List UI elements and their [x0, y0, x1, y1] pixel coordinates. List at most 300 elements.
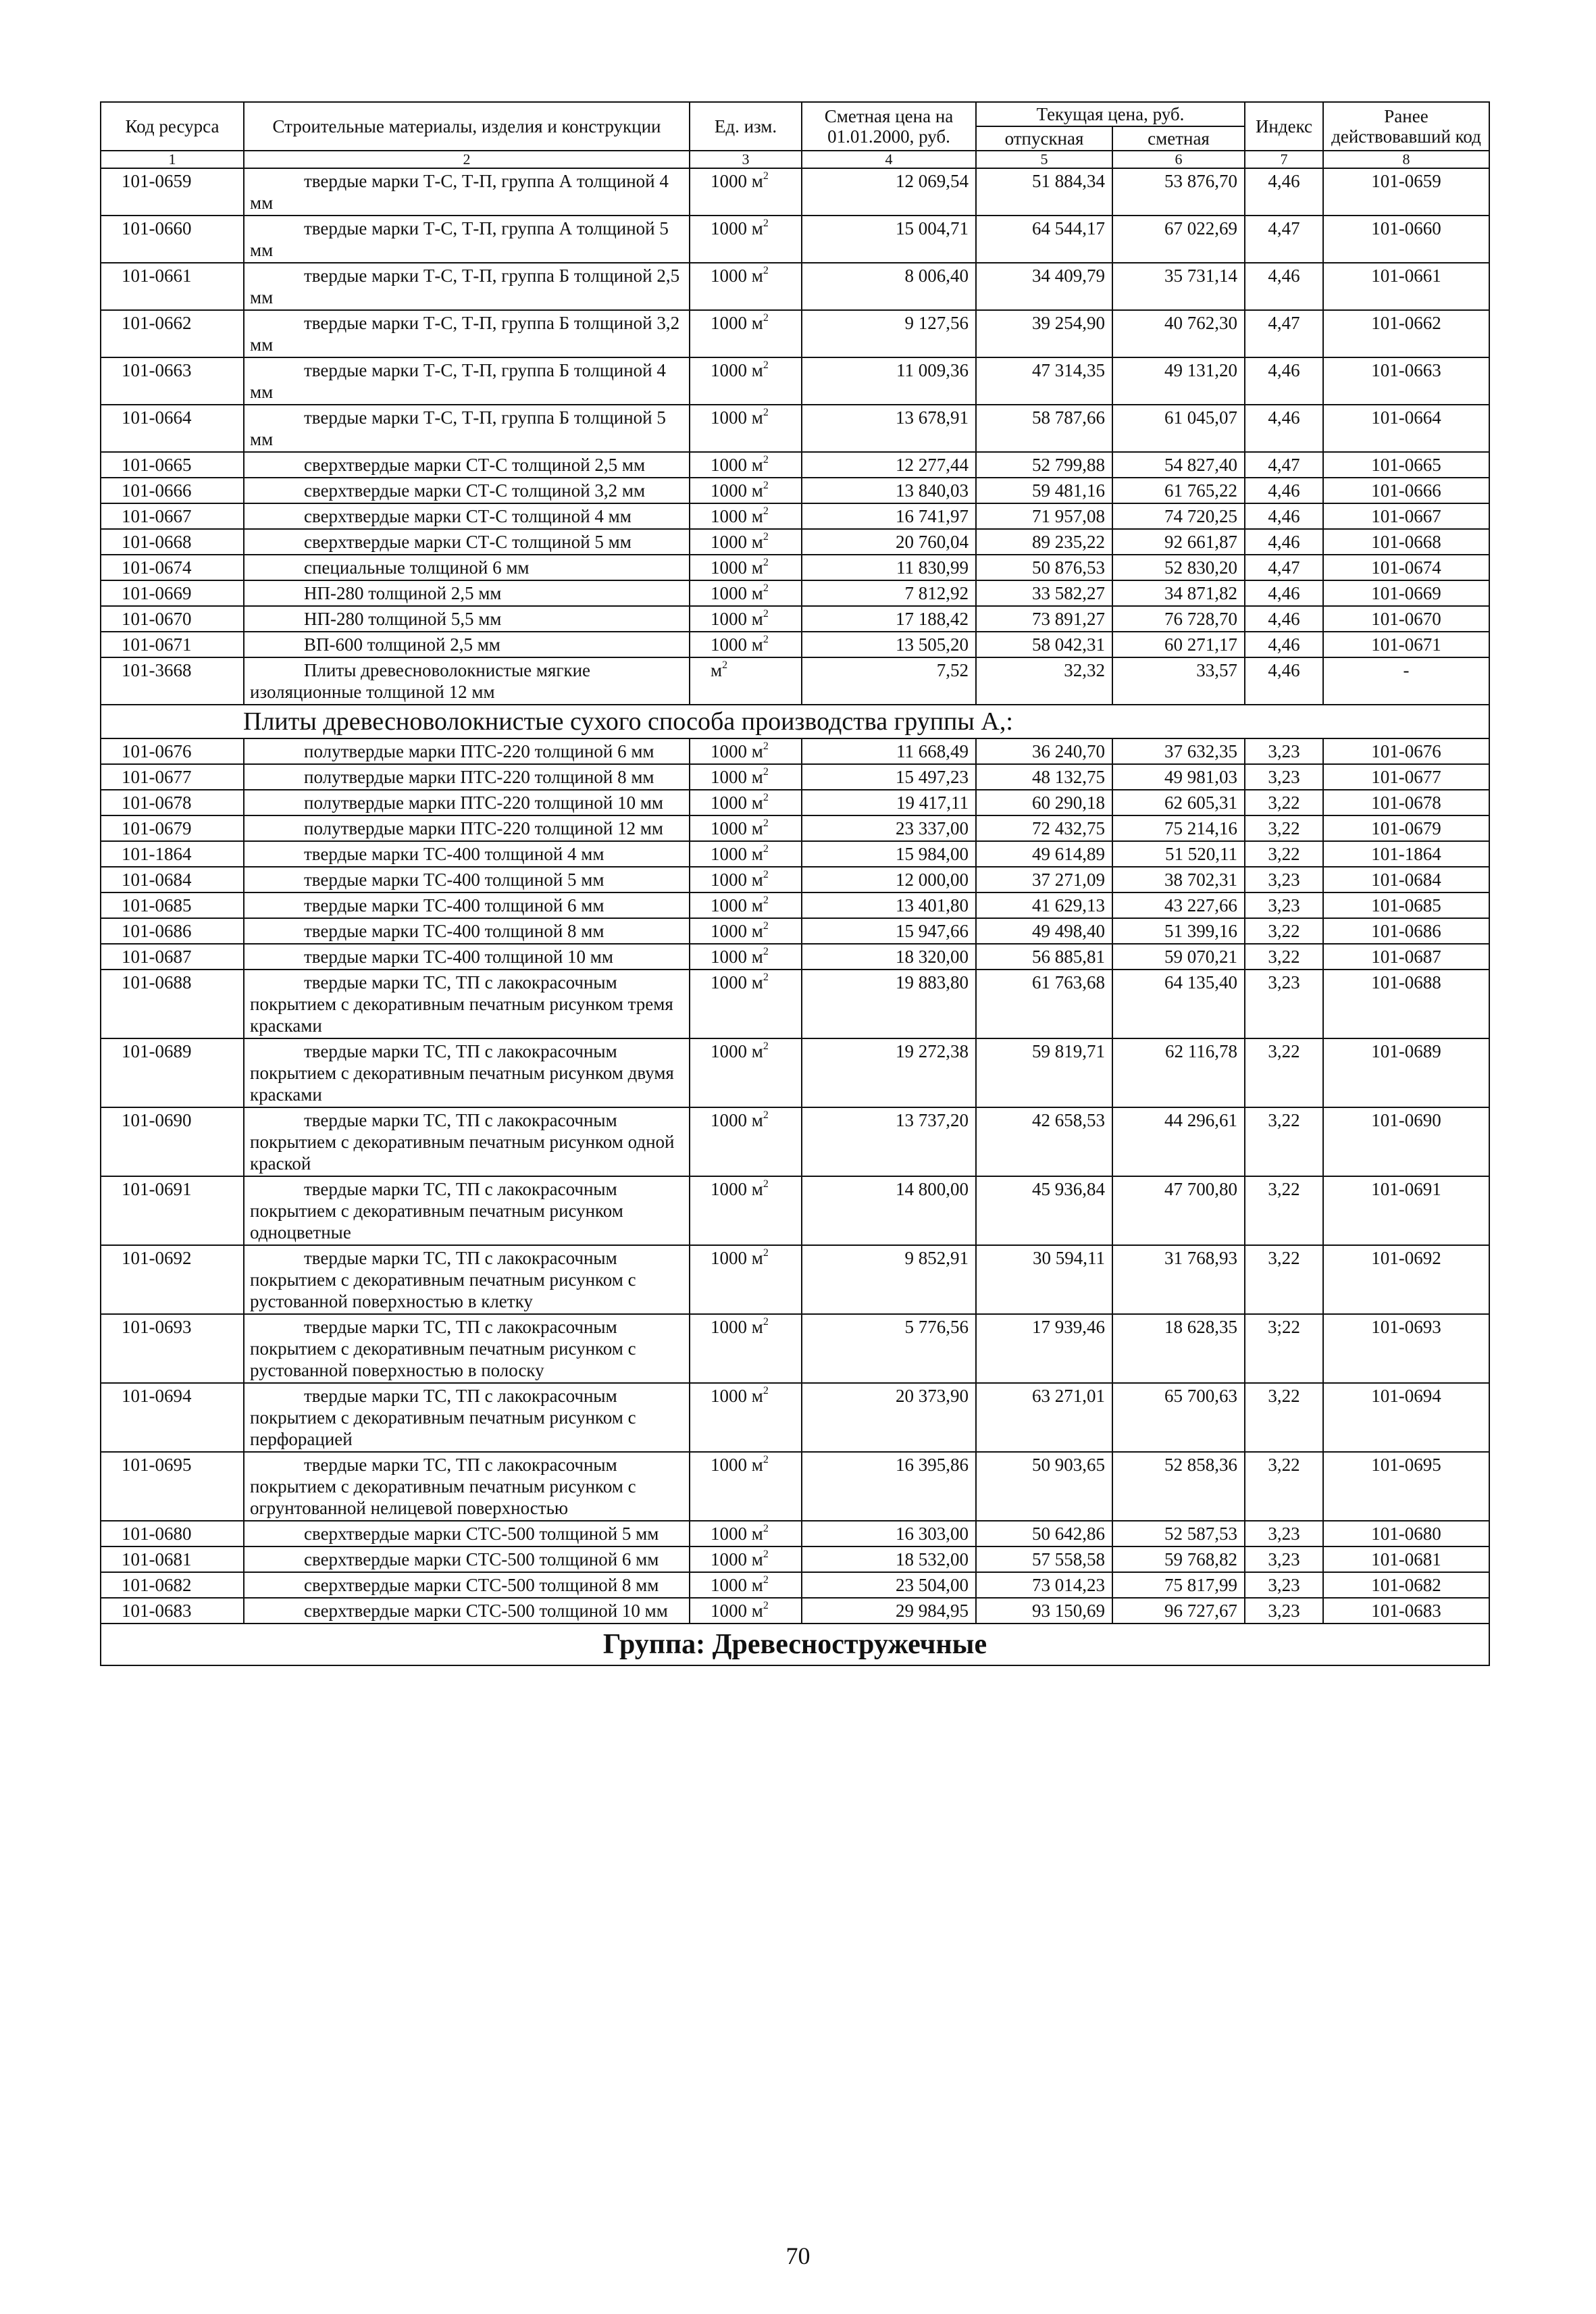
table-row	[101, 1176, 1489, 1245]
unit-cell	[690, 1245, 802, 1314]
estimate-price-text: 51 399,16	[1164, 921, 1237, 941]
material-description-cell	[244, 1521, 690, 1546]
base-price-cell	[802, 892, 976, 918]
estimate-price-cell	[1112, 1107, 1245, 1176]
unit-exponent: 2	[763, 265, 769, 276]
unit-text: 1000 м	[711, 583, 763, 603]
previous-code-cell	[1323, 357, 1489, 405]
estimate-price-text: 64 135,40	[1164, 972, 1237, 992]
estimate-price-cell	[1112, 503, 1245, 529]
release-price-text: 60 290,18	[1032, 793, 1105, 813]
index-cell	[1245, 790, 1323, 815]
release-price-text: 50 642,86	[1032, 1524, 1105, 1544]
material-description-cell	[244, 632, 690, 657]
estimate-price-cell	[1112, 357, 1245, 405]
previous-code-cell	[1323, 1521, 1489, 1546]
estimate-price-text: 54 827,40	[1164, 455, 1237, 475]
unit-exponent: 2	[763, 312, 769, 324]
previous-code-cell	[1323, 1572, 1489, 1598]
estimate-price-text: 33,57	[1196, 660, 1237, 680]
unit-cell	[690, 529, 802, 555]
resource-code-text: 101-0678	[122, 793, 192, 813]
previous-code-text: 101-0666	[1371, 480, 1441, 501]
index-text: 4,46	[1268, 609, 1300, 629]
resource-code-text: 101-0687	[122, 947, 192, 967]
resource-code-text: 101-0682	[122, 1575, 192, 1595]
material-description-text: сверхтвердые марки СТ-С толщиной 4 мм	[304, 506, 632, 526]
resource-code-text: 101-0674	[122, 557, 192, 578]
material-description-text: твердые марки ТС, ТП с лакокрасочным покрытием с декоративным печатным рисунком с рустованной поверхностью в клетку	[250, 1248, 636, 1311]
unit-cell	[690, 503, 802, 529]
release-price-cell	[976, 1245, 1112, 1314]
material-description-text: твердые марки Т-С, Т-П, группа Б толщиной 3,2 мм	[250, 313, 680, 355]
unit-text: 1000 м	[711, 634, 763, 655]
unit-cell	[690, 867, 802, 892]
column-number: 2	[244, 151, 690, 168]
material-description-text: полутвердые марки ПТС-220 толщиной 8 мм	[304, 767, 654, 787]
resource-code-cell	[101, 1598, 244, 1624]
release-price-cell	[976, 738, 1112, 764]
unit-cell	[690, 738, 802, 764]
previous-code-cell	[1323, 263, 1489, 310]
estimate-price-cell	[1112, 580, 1245, 606]
base-price-cell	[802, 815, 976, 841]
estimate-price-cell	[1112, 606, 1245, 632]
unit-exponent: 2	[763, 1109, 769, 1121]
material-description-text: твердые марки Т-С, Т-П, группа А толщиной 4 мм	[250, 171, 669, 213]
index-cell	[1245, 815, 1323, 841]
unit-exponent: 2	[763, 454, 769, 466]
unit-cell	[690, 1107, 802, 1176]
index-cell	[1245, 478, 1323, 503]
resource-code-text: 101-0659	[122, 171, 192, 191]
base-price-cell	[802, 970, 976, 1038]
base-price-cell	[802, 1572, 976, 1598]
previous-code-cell	[1323, 529, 1489, 555]
base-price-cell	[802, 1314, 976, 1383]
material-description-cell	[244, 1572, 690, 1598]
base-price-cell	[802, 529, 976, 555]
header-materials: Строительные материалы, изделия и конструкции	[244, 102, 690, 151]
material-description-text: твердые марки ТС-400 толщиной 4 мм	[304, 844, 604, 864]
previous-code-cell	[1323, 892, 1489, 918]
resource-code-text: 101-0671	[122, 634, 192, 655]
previous-code-text: 101-0668	[1371, 532, 1441, 552]
previous-code-text: 101-0683	[1371, 1601, 1441, 1621]
release-price-cell	[976, 216, 1112, 263]
index-text: 3,22	[1268, 921, 1300, 941]
resource-code-text: 101-0669	[122, 583, 192, 603]
release-price-cell	[976, 606, 1112, 632]
base-price-cell	[802, 503, 976, 529]
unit-cell	[690, 892, 802, 918]
estimate-price-text: 59 070,21	[1164, 947, 1237, 967]
material-description-text: сверхтвердые марки СТС-500 толщиной 6 мм	[304, 1549, 659, 1569]
index-cell	[1245, 1383, 1323, 1452]
release-price-cell	[976, 1572, 1112, 1598]
unit-cell	[690, 1546, 802, 1572]
unit-exponent: 2	[763, 480, 769, 491]
resource-code-text: 101-0662	[122, 313, 192, 333]
index-text: 4,46	[1268, 634, 1300, 655]
header-prev-code: Ранее действовавший код	[1323, 102, 1489, 151]
resource-code-cell	[101, 357, 244, 405]
material-description-text: твердые марки ТС, ТП с лакокрасочным покрытием с декоративным печатным рисунком с перфорацией	[250, 1386, 636, 1449]
index-text: 3,22	[1268, 818, 1300, 838]
resource-code-text: 101-0666	[122, 480, 192, 501]
index-cell	[1245, 867, 1323, 892]
release-price-text: 50 876,53	[1032, 557, 1105, 578]
release-price-text: 37 271,09	[1032, 870, 1105, 890]
base-price-text: 16 741,97	[896, 506, 969, 526]
material-description-text: сверхтвердые марки СТ-С толщиной 5 мм	[304, 532, 632, 552]
release-price-text: 33 582,27	[1032, 583, 1105, 603]
previous-code-text: 101-0663	[1371, 360, 1441, 380]
previous-code-cell	[1323, 841, 1489, 867]
index-text: 4,47	[1268, 557, 1300, 578]
index-text: 4,46	[1268, 266, 1300, 286]
previous-code-text: 101-0676	[1371, 741, 1441, 761]
unit-text: 1000 м	[711, 1179, 763, 1199]
index-cell	[1245, 1038, 1323, 1107]
estimate-price-text: 35 731,14	[1164, 266, 1237, 286]
previous-code-cell	[1323, 216, 1489, 263]
release-price-cell	[976, 815, 1112, 841]
material-description-cell	[244, 918, 690, 944]
unit-text: 1000 м	[711, 1248, 763, 1268]
previous-code-text: 101-0659	[1371, 171, 1441, 191]
page-number: 70	[786, 2242, 810, 2269]
previous-code-text: 101-0680	[1371, 1524, 1441, 1544]
resource-code-cell	[101, 1572, 244, 1598]
resource-code-cell	[101, 918, 244, 944]
index-cell	[1245, 738, 1323, 764]
release-price-text: 49 614,89	[1032, 844, 1105, 864]
base-price-cell	[802, 918, 976, 944]
previous-code-cell	[1323, 657, 1489, 705]
resource-code-cell	[101, 970, 244, 1038]
estimate-price-cell	[1112, 944, 1245, 970]
resource-code-cell	[101, 764, 244, 790]
resource-code-text: 101-0677	[122, 767, 192, 787]
base-price-cell	[802, 1383, 976, 1452]
unit-text: 1000 м	[711, 506, 763, 526]
estimate-price-cell	[1112, 657, 1245, 705]
resource-code-cell	[101, 1107, 244, 1176]
estimate-price-text: 76 728,70	[1164, 609, 1237, 629]
base-price-text: 8 006,40	[904, 266, 969, 286]
estimate-price-cell	[1112, 1598, 1245, 1624]
material-description-cell	[244, 1452, 690, 1521]
index-text: 3,22	[1268, 793, 1300, 813]
table-row	[101, 168, 1489, 216]
column-number: 8	[1323, 151, 1489, 168]
previous-code-cell	[1323, 764, 1489, 790]
base-price-cell	[802, 1038, 976, 1107]
estimate-price-text: 75 817,99	[1164, 1575, 1237, 1595]
unit-cell	[690, 944, 802, 970]
material-description-cell	[244, 1598, 690, 1624]
base-price-cell	[802, 790, 976, 815]
base-price-text: 7,52	[936, 660, 969, 680]
material-description-text: полутвердые марки ПТС-220 толщиной 10 мм	[304, 793, 664, 813]
base-price-cell	[802, 867, 976, 892]
release-price-cell	[976, 918, 1112, 944]
base-price-cell	[802, 452, 976, 478]
release-price-text: 61 763,68	[1032, 972, 1105, 992]
group-heading-group	[101, 1624, 1489, 1665]
material-description-text: Плиты древесноволокнистые мягкие изоляционные толщиной 12 мм	[250, 660, 590, 702]
previous-code-text: 101-0695	[1371, 1455, 1441, 1475]
previous-code-text: 101-0670	[1371, 609, 1441, 629]
unit-text: 1000 м	[711, 407, 763, 428]
resource-code-text: 101-0679	[122, 818, 192, 838]
resource-code-cell	[101, 529, 244, 555]
header-estimate-price: сметная	[1112, 126, 1245, 151]
previous-code-cell	[1323, 1452, 1489, 1521]
release-price-text: 39 254,90	[1032, 313, 1105, 333]
base-price-cell	[802, 738, 976, 764]
estimate-price-cell	[1112, 1452, 1245, 1521]
material-description-cell	[244, 657, 690, 705]
material-description-text: твердые марки ТС, ТП с лакокрасочным покрытием с декоративным печатным рисунком с огрунтованной нелицевой поверхностью	[250, 1455, 636, 1518]
resource-code-text: 101-0683	[122, 1601, 192, 1621]
material-description-text: сверхтвердые марки СТС-500 толщиной 8 мм	[304, 1575, 659, 1595]
index-cell	[1245, 1521, 1323, 1546]
previous-code-text: 101-0679	[1371, 818, 1441, 838]
previous-code-text: 101-0691	[1371, 1179, 1441, 1199]
index-text: 3,22	[1268, 1179, 1300, 1199]
unit-cell	[690, 216, 802, 263]
header-code: Код ресурса	[101, 102, 244, 151]
unit-cell	[690, 357, 802, 405]
material-description-cell	[244, 1383, 690, 1452]
table-row	[101, 944, 1489, 970]
unit-cell	[690, 405, 802, 452]
column-number: 1	[101, 151, 244, 168]
base-price-cell	[802, 357, 976, 405]
material-description-cell	[244, 764, 690, 790]
unit-text: 1000 м	[711, 818, 763, 838]
previous-code-cell	[1323, 580, 1489, 606]
unit-exponent: 2	[763, 1523, 769, 1534]
index-cell	[1245, 657, 1323, 705]
table-row	[101, 263, 1489, 310]
base-price-text: 15 947,66	[896, 921, 969, 941]
table-row	[101, 867, 1489, 892]
previous-code-cell	[1323, 1176, 1489, 1245]
unit-text: 1000 м	[711, 767, 763, 787]
header-index: Индекс	[1245, 102, 1323, 151]
estimate-price-cell	[1112, 867, 1245, 892]
unit-cell	[690, 478, 802, 503]
material-description-text: твердые марки ТС, ТП с лакокрасочным покрытием с декоративным печатным рисунком двумя красками	[250, 1041, 674, 1105]
estimate-price-text: 44 296,61	[1164, 1110, 1237, 1130]
estimate-price-cell	[1112, 168, 1245, 216]
previous-code-text: 101-1864	[1371, 844, 1441, 864]
resource-code-cell	[101, 216, 244, 263]
estimate-price-cell	[1112, 1176, 1245, 1245]
material-description-cell	[244, 1546, 690, 1572]
base-price-text: 18 532,00	[896, 1549, 969, 1569]
resource-code-text: 101-0693	[122, 1317, 192, 1337]
index-text: 3,23	[1268, 1601, 1300, 1621]
previous-code-cell	[1323, 606, 1489, 632]
release-price-text: 71 957,08	[1032, 506, 1105, 526]
estimate-price-text: 52 830,20	[1164, 557, 1237, 578]
index-cell	[1245, 1452, 1323, 1521]
unit-cell	[690, 168, 802, 216]
base-price-text: 29 984,95	[896, 1601, 969, 1621]
previous-code-cell	[1323, 632, 1489, 657]
table-row	[101, 310, 1489, 357]
previous-code-text: 101-0677	[1371, 767, 1441, 787]
material-description-cell	[244, 168, 690, 216]
unit-text: 1000 м	[711, 557, 763, 578]
unit-text: 1000 м	[711, 1455, 763, 1475]
release-price-cell	[976, 970, 1112, 1038]
unit-text: 1000 м	[711, 1549, 763, 1569]
base-price-text: 13 840,03	[896, 480, 969, 501]
release-price-cell	[976, 1038, 1112, 1107]
estimate-price-cell	[1112, 738, 1245, 764]
table-row	[101, 529, 1489, 555]
base-price-text: 13 678,91	[896, 407, 969, 428]
estimate-price-text: 65 700,63	[1164, 1386, 1237, 1406]
material-description-cell	[244, 478, 690, 503]
release-price-text: 59 819,71	[1032, 1041, 1105, 1061]
material-description-text: твердые марки ТС-400 толщиной 10 мм	[304, 947, 613, 967]
base-price-cell	[802, 841, 976, 867]
material-description-text: НП-280 толщиной 5,5 мм	[304, 609, 502, 629]
release-price-text: 59 481,16	[1032, 480, 1105, 501]
estimate-price-cell	[1112, 1521, 1245, 1546]
material-description-cell	[244, 944, 690, 970]
table-row	[101, 738, 1489, 764]
base-price-text: 15 004,71	[896, 218, 969, 238]
previous-code-cell	[1323, 970, 1489, 1038]
resource-code-cell	[101, 632, 244, 657]
previous-code-cell	[1323, 555, 1489, 580]
unit-text: 1000 м	[711, 360, 763, 380]
unit-exponent: 2	[763, 869, 769, 880]
resource-code-cell	[101, 1383, 244, 1452]
estimate-price-cell	[1112, 764, 1245, 790]
table-row	[101, 606, 1489, 632]
resource-code-text: 101-0681	[122, 1549, 192, 1569]
column-number: 5	[976, 151, 1112, 168]
unit-exponent: 2	[763, 1600, 769, 1611]
estimate-price-cell	[1112, 841, 1245, 867]
release-price-cell	[976, 657, 1112, 705]
index-text: 3;22	[1267, 1317, 1300, 1337]
base-price-text: 19 883,80	[896, 972, 969, 992]
estimate-price-text: 37 632,35	[1164, 741, 1237, 761]
column-number: 4	[802, 151, 976, 168]
release-price-text: 73 014,23	[1032, 1575, 1105, 1595]
material-description-text: твердые марки ТС-400 толщиной 5 мм	[304, 870, 604, 890]
unit-cell	[690, 764, 802, 790]
unit-exponent: 2	[763, 1178, 769, 1190]
table-row	[101, 918, 1489, 944]
unit-cell	[690, 580, 802, 606]
unit-cell	[690, 1452, 802, 1521]
previous-code-text: 101-0690	[1371, 1110, 1441, 1130]
resource-code-cell	[101, 738, 244, 764]
unit-exponent: 2	[763, 766, 769, 778]
table-row	[101, 815, 1489, 841]
unit-text: м	[711, 660, 723, 680]
table-row	[101, 555, 1489, 580]
resource-code-text: 101-0694	[122, 1386, 192, 1406]
release-price-cell	[976, 867, 1112, 892]
price-table-sheet	[100, 101, 1489, 1666]
base-price-cell	[802, 555, 976, 580]
material-description-text: твердые марки ТС, ТП с лакокрасочным покрытием с декоративным печатным рисунком с рустованной поверхностью в полоску	[250, 1317, 636, 1380]
previous-code-text: 101-0671	[1371, 634, 1441, 655]
resource-code-cell	[101, 841, 244, 867]
estimate-price-text: 34 871,82	[1164, 583, 1237, 603]
column-number: 6	[1112, 151, 1245, 168]
table-row	[101, 1598, 1489, 1624]
release-price-text: 17 939,46	[1032, 1317, 1105, 1337]
base-price-cell	[802, 657, 976, 705]
release-price-cell	[976, 168, 1112, 216]
previous-code-cell	[1323, 1245, 1489, 1314]
material-description-cell	[244, 580, 690, 606]
release-price-text: 48 132,75	[1032, 767, 1105, 787]
index-cell	[1245, 1176, 1323, 1245]
resource-code-cell	[101, 657, 244, 705]
index-cell	[1245, 632, 1323, 657]
base-price-text: 5 776,56	[904, 1317, 969, 1337]
unit-exponent: 2	[763, 1454, 769, 1465]
estimate-price-cell	[1112, 790, 1245, 815]
resource-code-cell	[101, 606, 244, 632]
release-price-text: 45 936,84	[1032, 1179, 1105, 1199]
resource-code-cell	[101, 1038, 244, 1107]
material-description-cell	[244, 841, 690, 867]
previous-code-cell	[1323, 478, 1489, 503]
previous-code-text: 101-0662	[1371, 313, 1441, 333]
resource-code-text: 101-0668	[122, 532, 192, 552]
resource-code-text: 101-1864	[122, 844, 192, 864]
release-price-text: 36 240,70	[1032, 741, 1105, 761]
resource-code-text: 101-3668	[122, 660, 192, 680]
material-description-text: специальные толщиной 6 мм	[304, 557, 530, 578]
resource-code-cell	[101, 1521, 244, 1546]
price-table	[100, 101, 1490, 1666]
header-current-price: Текущая цена, руб.	[976, 102, 1245, 126]
unit-text: 1000 м	[711, 921, 763, 941]
resource-code-cell	[101, 815, 244, 841]
table-row	[101, 1245, 1489, 1314]
material-description-text: твердые марки Т-С, Т-П, группа Б толщиной 2,5 мм	[250, 266, 680, 307]
section-heading: Плиты древесноволокнистые сухого способа производства группы А,:	[101, 705, 1489, 738]
estimate-price-cell	[1112, 478, 1245, 503]
release-price-text: 32,32	[1064, 660, 1105, 680]
index-cell	[1245, 555, 1323, 580]
release-price-text: 49 498,40	[1032, 921, 1105, 941]
estimate-price-text: 61 765,22	[1164, 480, 1237, 501]
table-row	[101, 892, 1489, 918]
resource-code-cell	[101, 555, 244, 580]
resource-code-text: 101-0665	[122, 455, 192, 475]
resource-code-cell	[101, 790, 244, 815]
base-price-cell	[802, 1176, 976, 1245]
resource-code-text: 101-0686	[122, 921, 192, 941]
material-description-text: сверхтвердые марки СТ-С толщиной 3,2 мм	[304, 480, 646, 501]
